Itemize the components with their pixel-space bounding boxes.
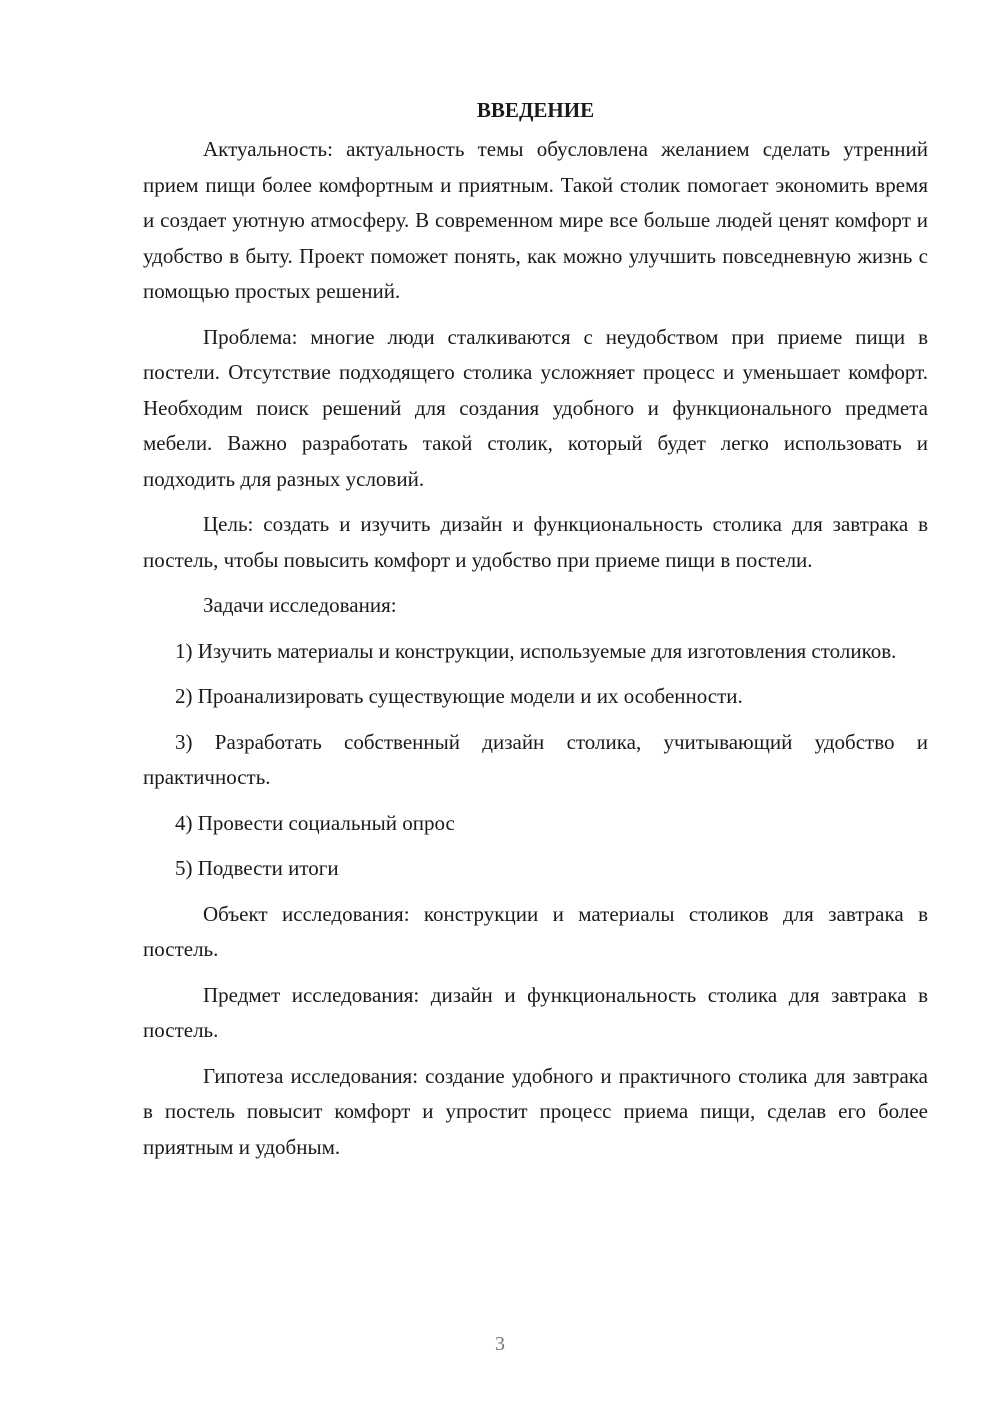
document-page (143, 92, 928, 1165)
tasks-heading: Задачи исследования: (203, 593, 397, 617)
page-number: 3 (495, 1333, 505, 1355)
task-item-3: 3) Разработать собственный дизайн столика, учитывающий удобство и практичность. (143, 729, 928, 789)
paragraph-hypothesis: Гипотеза исследования: создание удобного и практичного столика для завтрака в постель повысит комфорт и упростит процесс приема пищи, сделав его более приятным и удобным. (143, 1063, 928, 1159)
task-item-1: 1) Изучить материалы и конструкции, используемые для изготовления столиков. (175, 638, 897, 663)
task-item-2: 2) Проанализировать существующие модели и их особенности. (175, 684, 743, 708)
paragraph-goal: Цель: создать и изучить дизайн и функциональность столика для завтрака в постель, чтобы повысить комфорт и удобство при приеме пищи в постели. (143, 512, 928, 572)
task-item-4: 4) Провести социальный опрос (175, 810, 455, 835)
section-heading: ВВЕДЕНИЕ (476, 98, 595, 122)
paragraph-relevance: Актуальность: актуальность темы обусловлена желанием сделать утренний прием пищи более комфортным и приятным. Такой столик помогает экономить время и создает уютную атмосферу. В современном мире все больше людей ценят комфорт и удобство в быту. Проект поможет понять, как можно улучшить повседневную жизнь с помощью простых решений. (143, 137, 928, 303)
paragraph-subject: Предмет исследования: дизайн и функциональность столика для завтрака в постель. (143, 982, 928, 1042)
task-item-5: 5) Подвести итоги (175, 856, 339, 880)
paragraph-problem: Проблема: многие люди сталкиваются с неудобством при приеме пищи в постели. Отсутствие подходящего столика усложняет процесс и уменьшает комфорт. Необходим поиск решений для создания удобного и функционального предмета мебели. Важно разработать такой столик, который будет легко использовать и подходить для разных условий. (143, 324, 928, 491)
paragraph-object: Объект исследования: конструкции и материалы столиков для завтрака в постель. (143, 901, 928, 961)
